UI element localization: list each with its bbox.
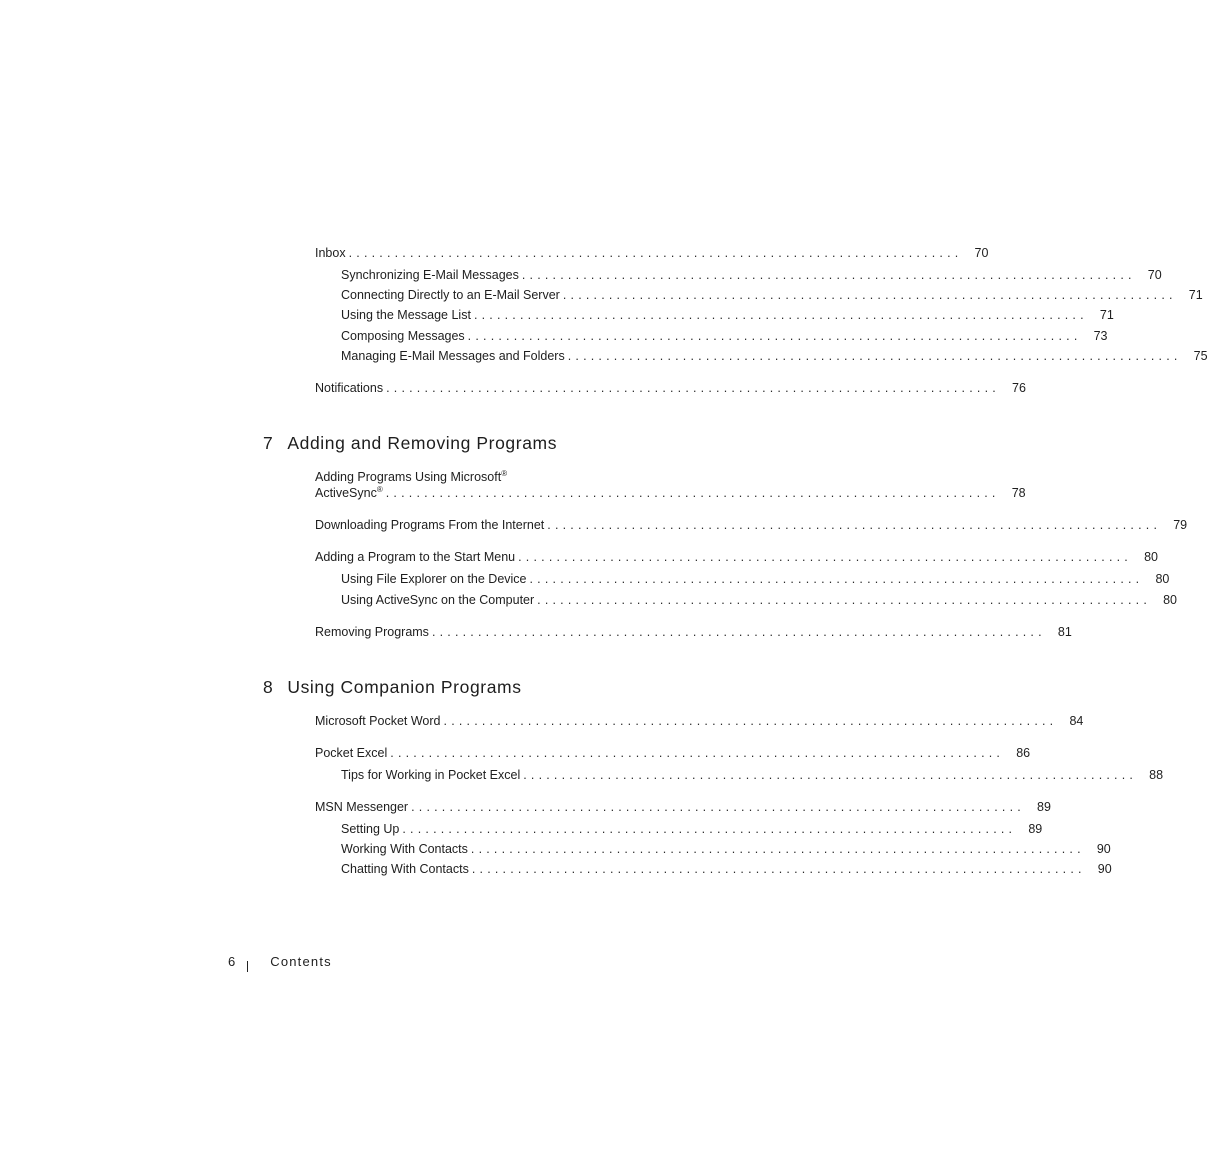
chapter-heading-8 [263, 677, 522, 697]
toc-entry-pocket-excel [315, 746, 1031, 761]
dot-leader: ................................................................................ [470, 842, 1085, 856]
toc-entry-msn [315, 800, 1051, 815]
dot-leader: ................................................................................ [529, 572, 1144, 586]
dot-leader: ................................................................................ [537, 593, 1151, 607]
registered-mark: ® [501, 468, 508, 478]
toc-page-number: 70 [1147, 268, 1162, 282]
toc-entry-title: Composing Messages [341, 329, 465, 343]
toc-page-number: 80 [1163, 593, 1177, 607]
toc-entry-title: Setting Up [341, 822, 400, 836]
dot-leader: ................................................................................ [547, 518, 1162, 532]
toc-entry-chatting-contacts [341, 862, 1112, 877]
toc-entry-file-explorer [341, 572, 1170, 587]
dot-leader: ................................................................................ [385, 486, 1000, 500]
toc-entry-downloading [315, 518, 1188, 533]
toc-entry-title: Connecting Directly to an E-Mail Server [341, 288, 560, 302]
toc-entry-title: Adding a Program to the Start Menu [315, 550, 516, 564]
toc-entry-title: Downloading Programs From the Internet [315, 518, 545, 532]
dot-leader: ................................................................................ [390, 746, 1005, 760]
dot-leader: ................................................................................ [562, 288, 1177, 302]
toc-entry-title: Adding Programs Using Microsoft [315, 470, 502, 484]
toc-page-number: 90 [1097, 862, 1112, 876]
dot-leader: ................................................................................ [471, 862, 1086, 876]
dot-leader: ................................................................................ [348, 246, 963, 260]
toc-page-number: 89 [1028, 822, 1043, 836]
toc-entry-title: Using ActiveSync on the Computer [341, 593, 535, 607]
toc-entry-sync-email [341, 268, 1162, 283]
chapter-title: Using Companion Programs [287, 677, 522, 697]
dot-leader: ................................................................................ [518, 550, 1132, 564]
toc-page-number: 75 [1193, 349, 1208, 363]
toc-entry-title: Managing E-Mail Messages and Folders [341, 349, 565, 363]
dot-leader: ................................................................................ [431, 625, 1046, 639]
toc-entry-title: Microsoft Pocket Word [315, 714, 441, 728]
chapter-number: 8 [263, 677, 274, 697]
registered-mark: ® [376, 484, 383, 494]
toc-page-number: 76 [1012, 381, 1026, 395]
toc-page-number: 80 [1155, 572, 1170, 586]
toc-page-number: 81 [1057, 625, 1072, 639]
footer-label: Contents [270, 954, 332, 969]
toc-entry-title: MSN Messenger [315, 800, 409, 814]
toc-entry-composing [341, 329, 1108, 344]
toc-entry-start-menu [315, 550, 1158, 565]
toc-entry-notifications [315, 381, 1026, 396]
toc-entry-pocket-word [315, 714, 1084, 729]
chapter-heading-7 [263, 433, 557, 453]
toc-entry-removing [315, 625, 1072, 640]
toc-page-number: 70 [974, 246, 989, 260]
toc-page-number: 84 [1069, 714, 1084, 728]
toc-page-number: 88 [1149, 768, 1164, 782]
toc-page-number: 73 [1093, 329, 1108, 343]
toc-page-number: 89 [1037, 800, 1051, 814]
toc-entry-title: Working With Contacts [341, 842, 468, 856]
toc-entry-activesync-computer [341, 593, 1177, 608]
toc-entry-title: Using the Message List [341, 308, 471, 322]
toc-entry-setting-up [341, 822, 1043, 837]
toc-entry-adding-activesync-line1 [315, 470, 507, 485]
dot-leader: ................................................................................ [567, 349, 1182, 363]
toc-entry-title [315, 486, 383, 501]
toc-page-number: 78 [1011, 486, 1026, 500]
toc-page-number: 80 [1144, 550, 1158, 564]
toc-page-number: 71 [1188, 288, 1203, 302]
footer-divider [247, 961, 248, 972]
dot-leader: ................................................................................ [386, 381, 1000, 395]
dot-leader: ................................................................................ [473, 308, 1088, 322]
toc-entry-title: Pocket Excel [315, 746, 388, 760]
footer-page-number: 6 [228, 954, 236, 969]
toc-entry-managing-email [341, 349, 1208, 364]
toc-page-number: 79 [1173, 518, 1188, 532]
toc-entry-title: Using File Explorer on the Device [341, 572, 527, 586]
toc-entry-title: Removing Programs [315, 625, 429, 639]
dot-leader: ................................................................................ [402, 822, 1017, 836]
toc-entry-excel-tips [341, 768, 1164, 783]
toc-entry-title-text: ActiveSync [315, 486, 377, 500]
toc-entry-title: Synchronizing E-Mail Messages [341, 268, 519, 282]
toc-page-number: 90 [1096, 842, 1111, 856]
dot-leader: ................................................................................ [467, 329, 1082, 343]
toc-entry-title: Chatting With Contacts [341, 862, 469, 876]
toc-entry-connect-email [341, 288, 1203, 303]
toc-entry-working-contacts [341, 842, 1111, 857]
toc-entry-title: Inbox [315, 246, 346, 260]
chapter-title: Adding and Removing Programs [287, 433, 558, 453]
dot-leader: ................................................................................ [521, 268, 1136, 282]
toc-entry-title: Tips for Working in Pocket Excel [341, 768, 521, 782]
toc-page-number: 71 [1099, 308, 1114, 322]
toc-entry-adding-activesync [315, 484, 1026, 501]
dot-leader: ................................................................................ [411, 800, 1025, 814]
dot-leader: ................................................................................ [443, 714, 1058, 728]
page-footer [228, 954, 332, 970]
toc-entry-title: Notifications [315, 381, 384, 395]
chapter-number: 7 [263, 433, 274, 453]
dot-leader: ................................................................................ [523, 768, 1138, 782]
toc-entry-message-list [341, 308, 1114, 323]
toc-page-number: 86 [1016, 746, 1031, 760]
toc-entry-inbox [315, 246, 989, 261]
